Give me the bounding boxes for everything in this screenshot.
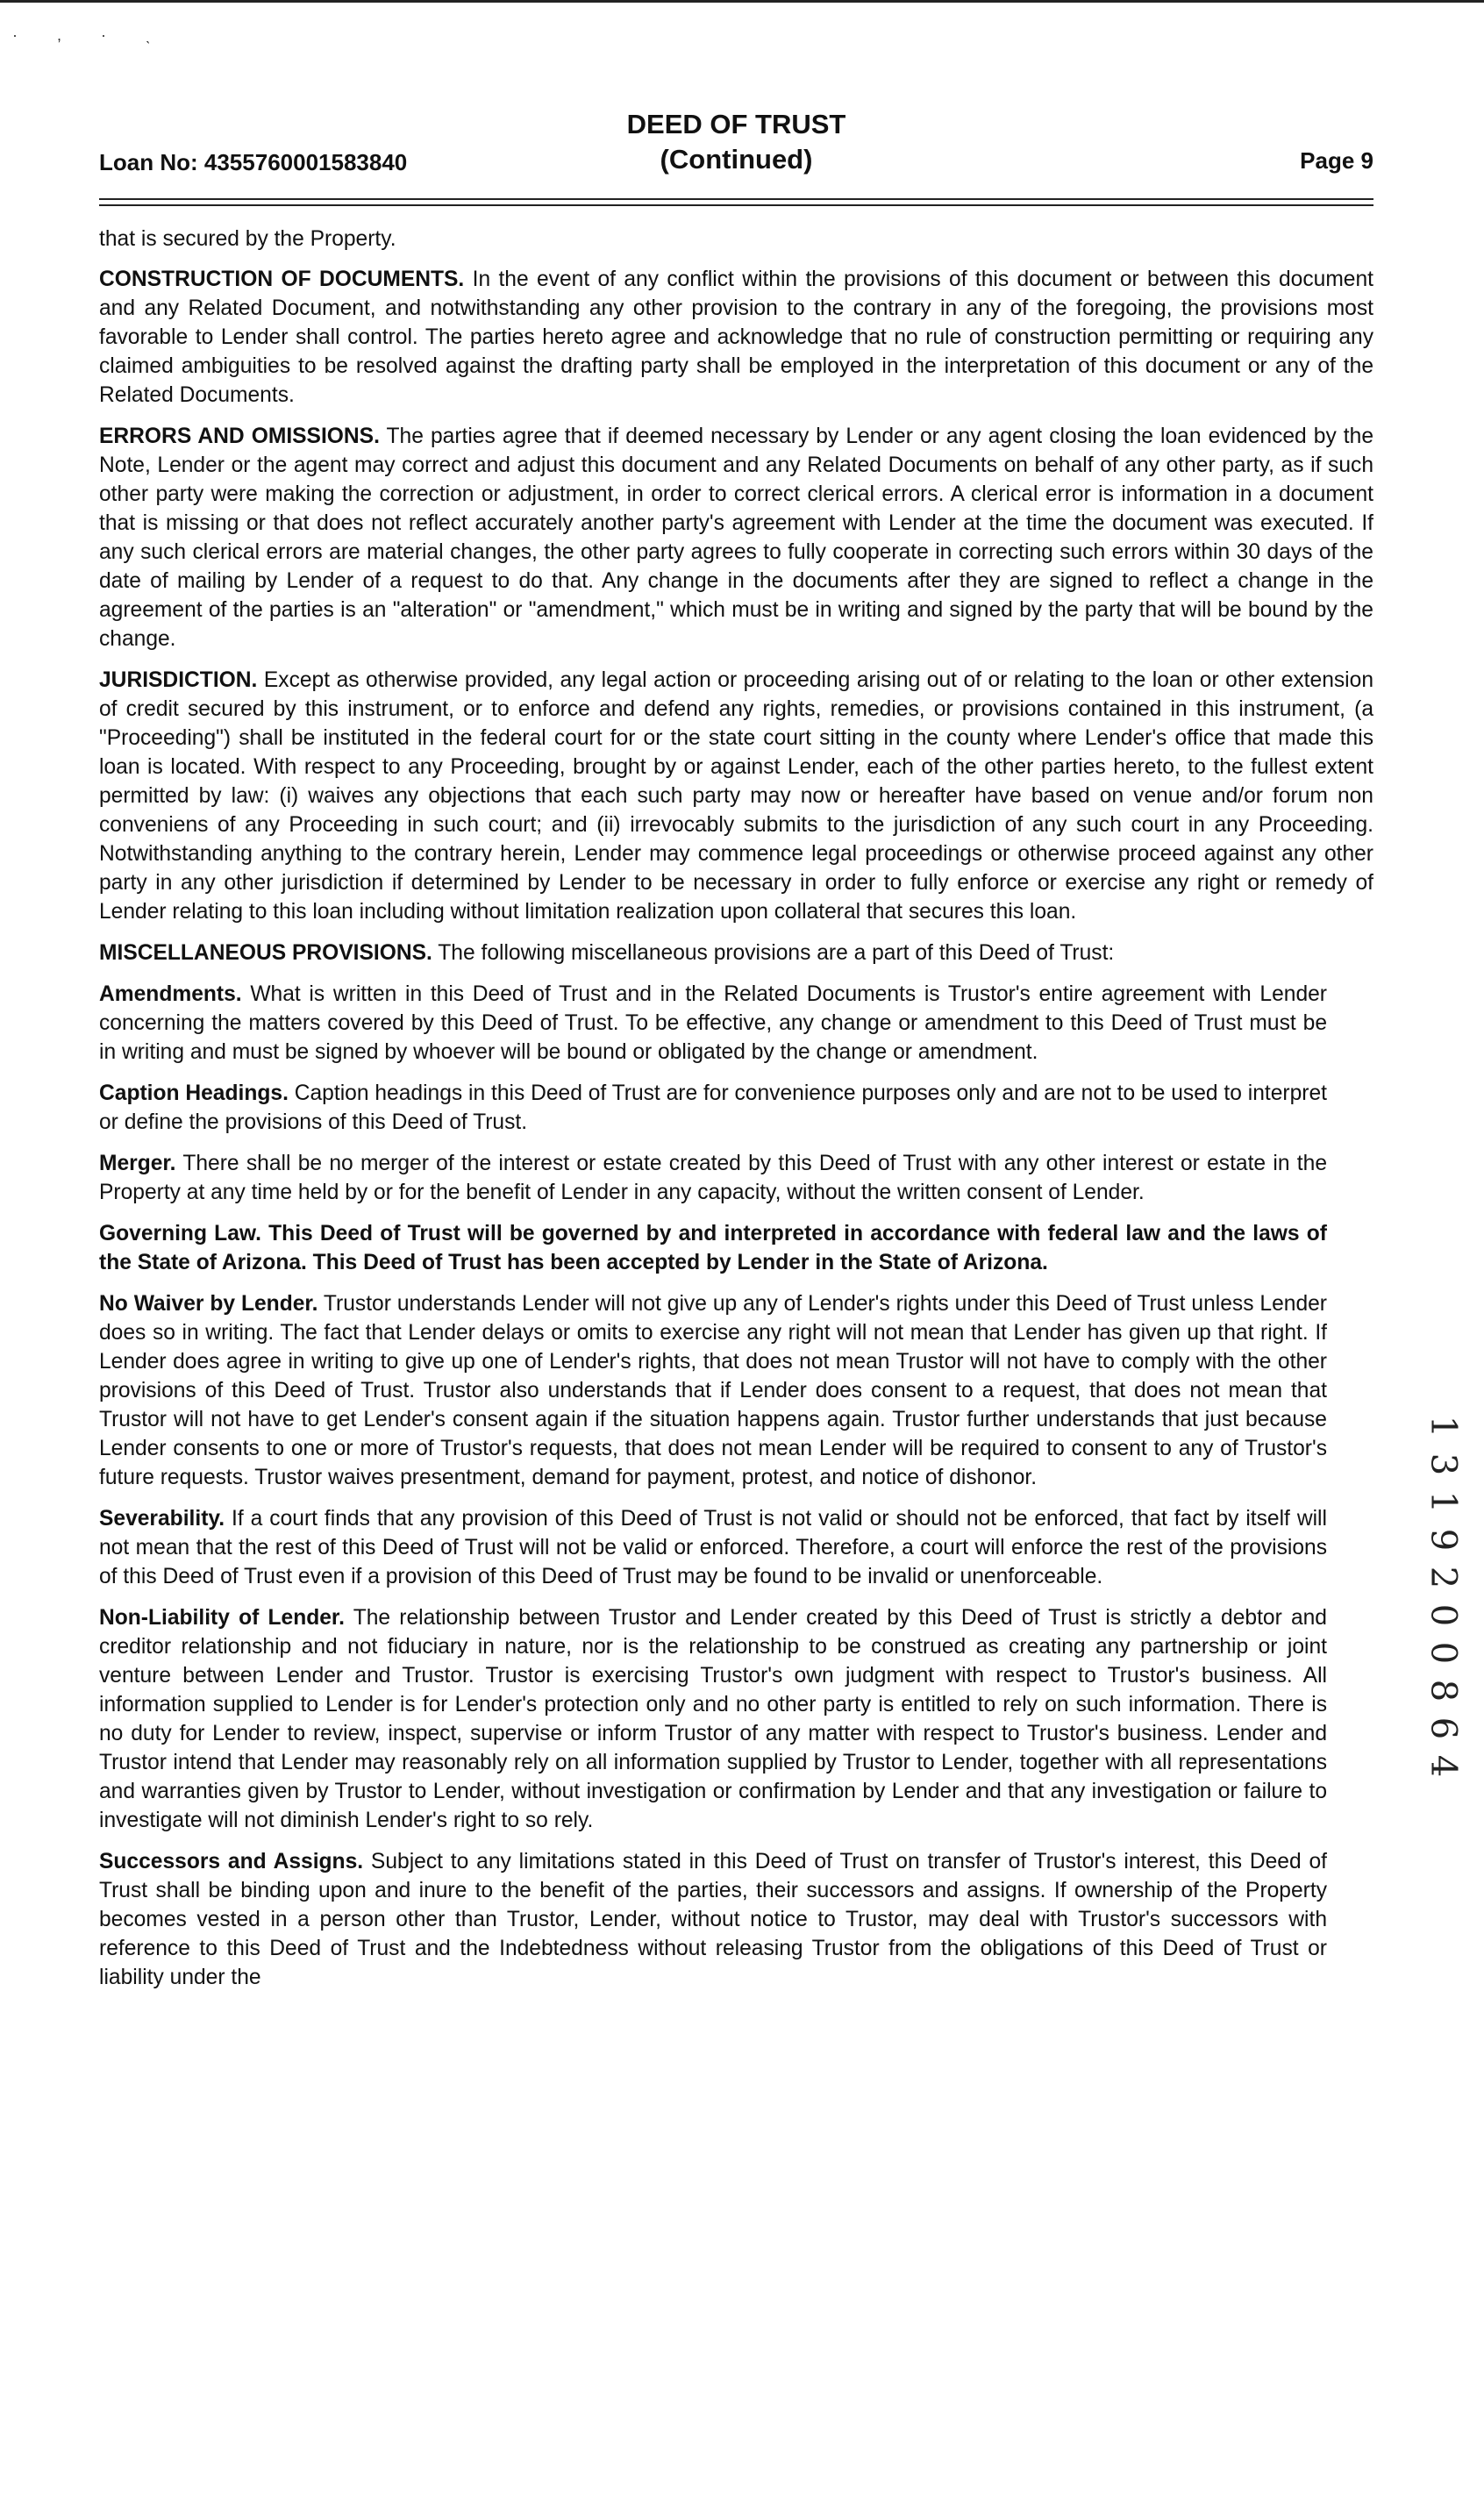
subsection-text: What is written in this Deed of Trust and in the Related Documents is Trustor's entire agreement with Lender concerning the matters covered by this Deed of Trust. To be effective, any change or amendment to this Deed of Trust must be in writing and must be signed by whoever will be bound or obligated by the change or amendment. [99, 982, 1327, 1064]
recording-number-stamp [1421, 1408, 1465, 1785]
section-heading: MISCELLANEOUS PROVISIONS. [99, 941, 432, 965]
subsection-text: Subject to any limitations stated in this Deed of Trust on transfer of Trustor's interest, this Deed of Trust shall be binding upon and inure to the benefit of the parties, their successors and assigns. If ownership of the Property becomes vested in a person other than Trustor, Lender, without notice to Trustor, may deal with Trustor's successors with reference to this Deed of Trust and the Indebtedness without releasing Trustor from the obligations of this Deed of Trust or liability under the [99, 1850, 1327, 1989]
stamp-digit: 3 [1423, 1452, 1464, 1476]
subsection-non-liability [99, 1603, 1327, 1835]
document-title [99, 107, 1373, 177]
section-misc [99, 939, 1373, 967]
subsection-caption-headings [99, 1079, 1327, 1137]
stamp-digit: 1 [1423, 1415, 1464, 1438]
stamp-digit: 0 [1423, 1641, 1464, 1665]
section-heading: JURISDICTION. [99, 668, 258, 692]
intro-line: that is secured by the Property. [99, 227, 396, 251]
subsection-governing-law [99, 1219, 1327, 1277]
document-body [99, 225, 1373, 2004]
loan-number-value: 4355760001583840 [203, 149, 408, 175]
section-text: In the event of any conflict within the provisions of this document or between this document and any Related Document, and notwithstanding any other provision to the contrary in any of the foregoing, the provisions most favorable to Lender shall control. The parties hereto agree and acknowledge that no rule of construction permitting or requiring any claimed ambiguities to be resolved against the drafting party shall be employed in the interpretation of this document or any of the Related Documents. [99, 268, 1373, 407]
title-main: DEED OF TRUST [626, 109, 846, 139]
page-number: Page 9 [1300, 147, 1373, 174]
subsection-heading: No Waiver by Lender. [99, 1292, 318, 1316]
stamp-digit: 1 [1423, 1490, 1464, 1514]
stamp-digit: 4 [1423, 1754, 1464, 1778]
section-errors [99, 422, 1373, 653]
subsection-text: There shall be no merger of the interest or estate created by this Deed of Trust with any other interest or estate in the Property at any time held by or for the benefit of Lender in any capacity, without the written consent of Lender. [99, 1152, 1327, 1204]
subsection-text: The relationship between Trustor and Lender created by this Deed of Trust is strictly a debtor and creditor relationship and not fiduciary in nature, nor is the relationship to be construed as creating any partnership or joint venture between Lender and Trustor. Trustor is exercising Trustor's own judgment with respect to Trustor's business. All information supplied to Lender is for Lender's protection only and no other party is entitled to rely on such information. There is no duty for Lender to review, inspect, supervise or inform Trustor of any matter with respect to Trustor's business. Lender and Trustor intend that Lender may reasonably rely on all information supplied by Trustor to Lender, together with all representations and warranties given by Trustor to Lender, without investigation or confirmation by Lender and that any investigation or failure to investigate will not diminish Lender's right to so rely. [99, 1606, 1327, 1832]
subsection-no-waiver [99, 1289, 1327, 1492]
subsection-text: This Deed of Trust will be governed by and interpreted in accordance with federal law and the laws of the State of Arizona. This Deed of Trust has been accepted by Lender in the State of Arizona. [99, 1222, 1327, 1274]
subsection-heading: Merger. [99, 1152, 176, 1175]
subsection-text: If a court finds that any provision of this Deed of Trust is not valid or should not be enforced, that fact by itself will not mean that the rest of this Deed of Trust will not be valid or enforced. Therefore, a court will enforce the rest of the provisions of this Deed of Trust even if a provision of this Deed of Trust may be found to be invalid or unenforceable. [99, 1507, 1327, 1588]
subsection-heading: Non-Liability of Lender. [99, 1606, 345, 1630]
stamp-digit: 2 [1423, 1566, 1464, 1589]
stamp-digit: 9 [1423, 1528, 1464, 1552]
title-continued: (Continued) [660, 144, 813, 175]
loan-label: Loan No: [99, 149, 198, 175]
section-text: The parties agree that if deemed necessary by Lender or any agent closing the loan evidenced by the Note, Lender or the agent may correct and adjust this document and any Related Documents on behalf of any other party, as if such other party were making the correction or adjustment, in order to correct clerical errors. A clerical error is information in a document that is missing or that does not reflect accurately another party's agreement with Lender at the time the document was executed. If any such clerical errors are material changes, the other party agrees to fully cooperate in correcting such errors within 30 days of the date of mailing by Lender of a request to do that. Any change in the documents after they are signed to reflect a change in the agreement of the parties is an "alteration" or "amendment," which must be in writing and signed by the party that will be bound by the change. [99, 425, 1373, 651]
subsection-heading: Amendments. [99, 982, 242, 1006]
section-construction [99, 265, 1373, 410]
section-text: Except as otherwise provided, any legal action or proceeding arising out of or relating to the loan or other extension of credit secured by this instrument, or to enforce and defend any rights, remedies, or provisions contained in this instrument, (a "Proceeding") shall be instituted in the federal court for or the state court sitting in the county where Lender's office that made this loan is located. With respect to any Proceeding, brought by or against Lender, each of the other parties hereto, to the fullest extent permitted by law: (i) waives any objections that each such party may now or hereafter have based on venue and/or forum non conveniens of any Proceeding in such court; and (ii) irrevocably submits to the jurisdiction of any such court in any Proceeding. Notwithstanding anything to the contrary herein, Lender may commence legal proceedings or otherwise proceed against any other party in any other jurisdiction if determined by Lender to be necessary in order to fully enforce or exercise any right or remedy of Lender relating to this loan including without limitation realization upon collateral that secures this loan. [99, 668, 1373, 924]
section-heading: ERRORS AND OMISSIONS. [99, 425, 380, 448]
scan-specks: · , · ˎ [12, 26, 168, 44]
page-header [99, 105, 1373, 184]
subsection-successors [99, 1847, 1327, 1992]
subsection-merger [99, 1149, 1327, 1207]
subsection-severability [99, 1504, 1327, 1591]
section-text: The following miscellaneous provisions are a part of this Deed of Trust: [432, 941, 1115, 965]
subsection-heading: Caption Headings. [99, 1081, 289, 1105]
stamp-digit: 0 [1423, 1603, 1464, 1627]
section-heading: CONSTRUCTION OF DOCUMENTS. [99, 268, 465, 291]
scan-top-edge [0, 0, 1484, 3]
subsection-heading: Severability. [99, 1507, 225, 1531]
stamp-digit: 8 [1423, 1679, 1464, 1702]
section-jurisdiction [99, 666, 1373, 926]
stamp-digit: 6 [1423, 1716, 1464, 1740]
subsection-heading: Successors and Assigns. [99, 1850, 364, 1874]
header-double-rule [99, 198, 1373, 206]
subsection-text: Caption headings in this Deed of Trust are for convenience purposes only and are not to be used to interpret or define the provisions of this Deed of Trust. [99, 1081, 1327, 1134]
subsection-heading: Governing Law. [99, 1222, 261, 1245]
subsection-text: Trustor understands Lender will not give up any of Lender's rights under this Deed of Trust unless Lender does so in writing. The fact that Lender delays or omits to exercise any right will not mean that Lender has given up that right. If Lender does agree in writing to give up one of Lender's rights, that does not mean Trustor will not have to comply with the other provisions of this Deed of Trust. Trustor also understands that if Lender does consent to a request, that does not mean that Trustor will not have to get Lender's consent again if the situation happens again. Trustor further understands that just because Lender consents to one or more of Trustor's requests, that does not mean Lender will be required to consent to any of Trustor's future requests. Trustor waives presentment, demand for payment, protest, and notice of dishonor. [99, 1292, 1327, 1489]
subsection-amendments [99, 980, 1327, 1067]
